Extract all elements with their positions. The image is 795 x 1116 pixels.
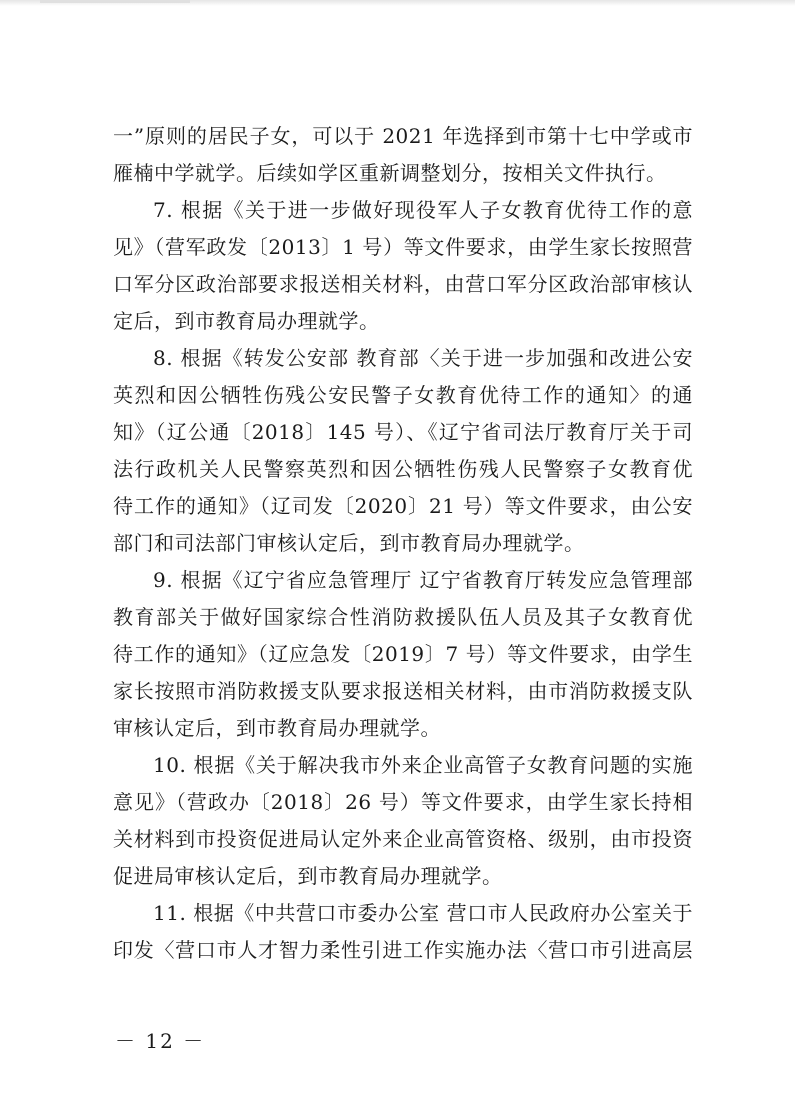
text-line: 10. 根据《关于解决我市外来企业高管子女教育问题的实施 [153,753,693,777]
page-number: － 12 － [115,1029,206,1053]
text-line: 促进局审核认定后，到市教育局办理就学。 [113,864,503,888]
text-line: 9. 根据《辽宁省应急管理厅 辽宁省教育厅转发应急管理部 [153,568,693,592]
text-line: 一”原则的居民子女，可以于 2021 年选择到市第十七中学或市 [113,124,693,148]
text-line: 知》（辽公通〔2018〕145 号）、《辽宁省司法厅教育厅关于司 [113,420,693,444]
text-line: 11. 根据《中共营口市委办公室 营口市人民政府办公室关于 [153,901,693,925]
text-line: 印发〈营口市人才智力柔性引进工作实施办法〈营口市引进高层 [113,938,693,962]
text-line: 教育部关于做好国家综合性消防救援队伍人员及其子女教育优 [113,605,693,629]
paragraph-item-9 [113,562,693,747]
paragraph-item-8 [113,340,693,562]
text-line: 见》（营军政发〔2013〕1 号）等文件要求，由学生家长按照营 [113,235,693,259]
text-line: 意见》（营政办〔2018〕26 号）等文件要求，由学生家长持相 [113,790,693,814]
text-line: 法行政机关人民警察英烈和因公牺牲伤残人民警察子女教育优 [113,457,693,481]
text-line: 待工作的通知》（辽应急发〔2019〕7 号）等文件要求，由学生 [113,642,693,666]
text-line: 定后，到市教育局办理就学。 [113,309,380,333]
text-line: 部门和司法部门审核认定后，到市教育局办理就学。 [113,531,585,555]
text-line: 审核认定后，到市教育局办理就学。 [113,716,441,740]
text-line: 雁楠中学就学。后续如学区重新调整划分，按相关文件执行。 [113,161,667,185]
document-body [113,118,693,969]
text-line: 7. 根据《关于进一步做好现役军人子女教育优待工作的意 [153,198,693,222]
text-line: 家长按照市消防救援支队要求报送相关材料，由市消防救援支队 [113,679,693,703]
text-line: 关材料到市投资促进局认定外来企业高管资格、级别，由市投资 [113,827,693,851]
text-line: 英烈和因公牺牲伤残公安民警子女教育优待工作的通知〉的通 [113,383,693,407]
paragraph-continued [113,118,693,192]
paragraph-item-10 [113,747,693,895]
scan-top-mark [40,0,190,3]
text-line: 口军分区政治部要求报送相关材料，由营口军分区政治部审核认 [113,272,693,296]
text-line: 8. 根据《转发公安部 教育部〈关于进一步加强和改进公安 [153,346,693,370]
paragraph-item-11 [113,895,693,969]
paragraph-item-7 [113,192,693,340]
text-line: 待工作的通知》（辽司发〔2020〕21 号）等文件要求，由公安 [113,494,693,518]
